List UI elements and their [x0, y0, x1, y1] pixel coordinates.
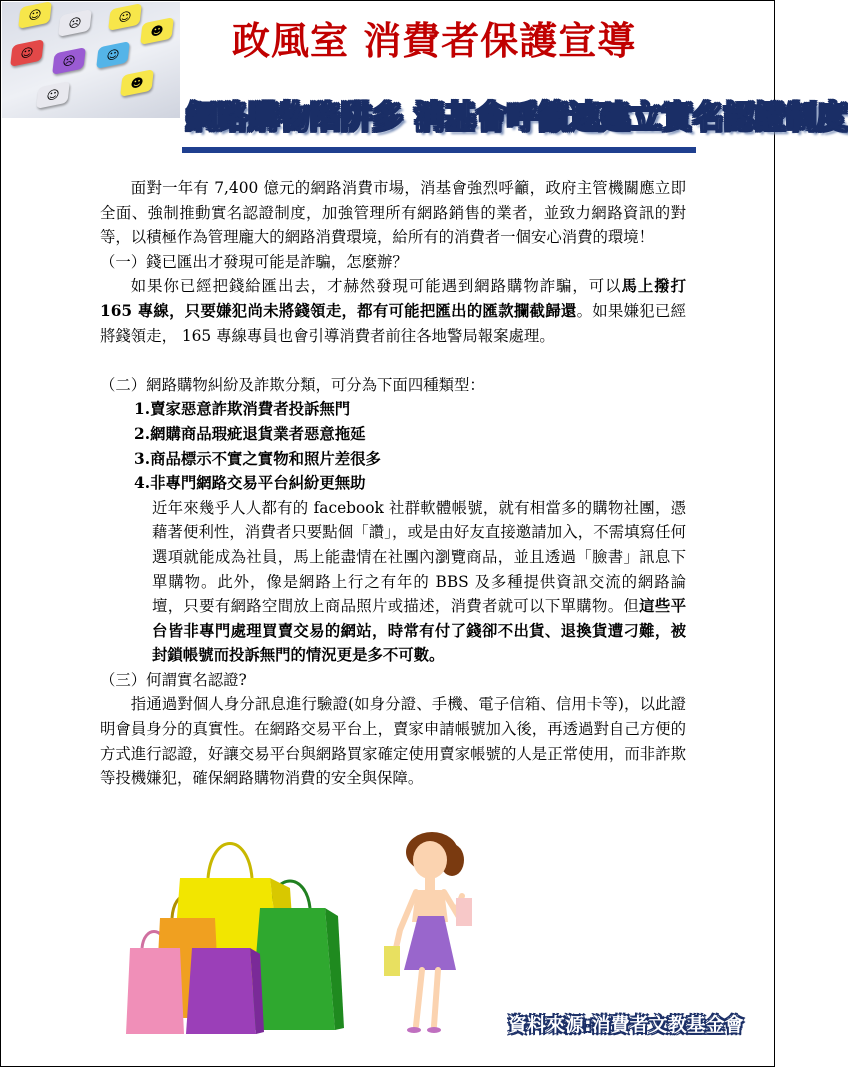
article-body	[100, 176, 686, 791]
spacer	[100, 348, 686, 373]
emoji-key: ☻	[120, 69, 154, 97]
emoji-key: ☺	[108, 3, 142, 31]
emoji-key: ☺	[18, 1, 52, 29]
emoji-key: ☻	[140, 17, 174, 45]
page-title: 政風室 消費者保護宣導	[232, 19, 637, 63]
emoji-key: ☺	[10, 39, 44, 67]
intro-paragraph: 面對一年有 7,400 億元的網路消費市場，消基會強烈呼籲，政府主管機關應立即全面、強制推動實名認證制度，加強管理所有網路銷售的業者，並致力網路資訊的對等，以積極作為管理龐大的網路消費環境，給所有的消費者一個安心消費的環境！	[100, 179, 686, 247]
section2-item-3: 3.商品標示不實之實物和照片差很多	[134, 449, 381, 468]
section2-item-2: 2.網購商品瑕疵退貨業者惡意拖延	[134, 424, 366, 443]
keyboard-emoji-illustration	[2, 2, 180, 118]
page-subtitle: 網路購物陷阱多 消基會呼籲速建立實名認證制度	[186, 100, 848, 136]
section1-text-lead: 如果你已經把錢給匯出去，才赫然發現可能遇到網路購物詐騙，可以	[130, 277, 622, 296]
section1-text-bold: 馬上撥打 165 專線，只要嫌犯尚未將錢領走，都有可能把匯出的匯款攔截歸還	[100, 277, 686, 320]
section2-item-4-description	[100, 496, 686, 668]
source-credit: 資料來源:消費者文教基金會	[508, 1014, 744, 1036]
section3-paragraph: 指通過對個人身分訊息進行驗證(如身分證、手機、電子信箱、信用卡等)，以此證明會員身分的真實性。在網路交易平台上，賣家申請帳號加入後，再透過對自己方便的方式進行認證，好讓交易平台與網路買家確定使用賣家帳號的人是正常使用，而非詐欺等投機嫌犯，確保網路購物消費的安全與保障。	[100, 695, 686, 788]
section3-heading: （三）何謂實名認證?	[100, 670, 247, 689]
woman-shopper-illustration	[370, 830, 490, 1040]
section1-paragraph	[100, 274, 686, 348]
section2-heading: （二）網路購物糾紛及詐欺分類，可分為下面四種類型：	[100, 375, 485, 394]
shopping-bags-illustration	[120, 838, 360, 1038]
emoji-key: ☺	[96, 41, 130, 69]
item4-text-lead: 近年來幾乎人人都有的 facebook 社群軟體帳號，就有相當多的購物社團，憑藉著便利性，消費者只要點個「讚」，或是由好友直接邀請加入，不需填寫任何選項就能成為社員，馬上能盡情在社團內瀏覽商品，並且透過「臉書」訊息下單購物。此外，像是網路上行之有年的 BBS 及多種提供資訊交流的網路論壇，只要有網路空間放上商品照片或描述，消費者就可以下單購物。但	[152, 498, 686, 616]
item4-text-bold: 這些平台皆非專門處理買賣交易的網站，時常有付了錢卻不出貨、退換貨遭刁難，被封鎖帳號而投訴無門的情況更是多不可數。	[152, 597, 686, 665]
section1-text-tail: 。如果嫌犯已經將錢領走， 165 專線專員也會引導消費者前往各地警局報案處理。	[100, 301, 686, 345]
section2-item-1: 1.賣家惡意詐欺消費者投訴無門	[134, 400, 351, 419]
emoji-key: ☺	[36, 81, 70, 109]
section2-item-4: 4.非專門網路交易平台糾紛更無助	[134, 474, 366, 493]
section1-heading: （一）錢已匯出才發現可能是詐騙，怎麼辦？	[100, 252, 408, 271]
emoji-key: ☹	[58, 9, 92, 37]
title-underline-rule	[182, 147, 696, 153]
emoji-key: ☹	[52, 47, 86, 75]
